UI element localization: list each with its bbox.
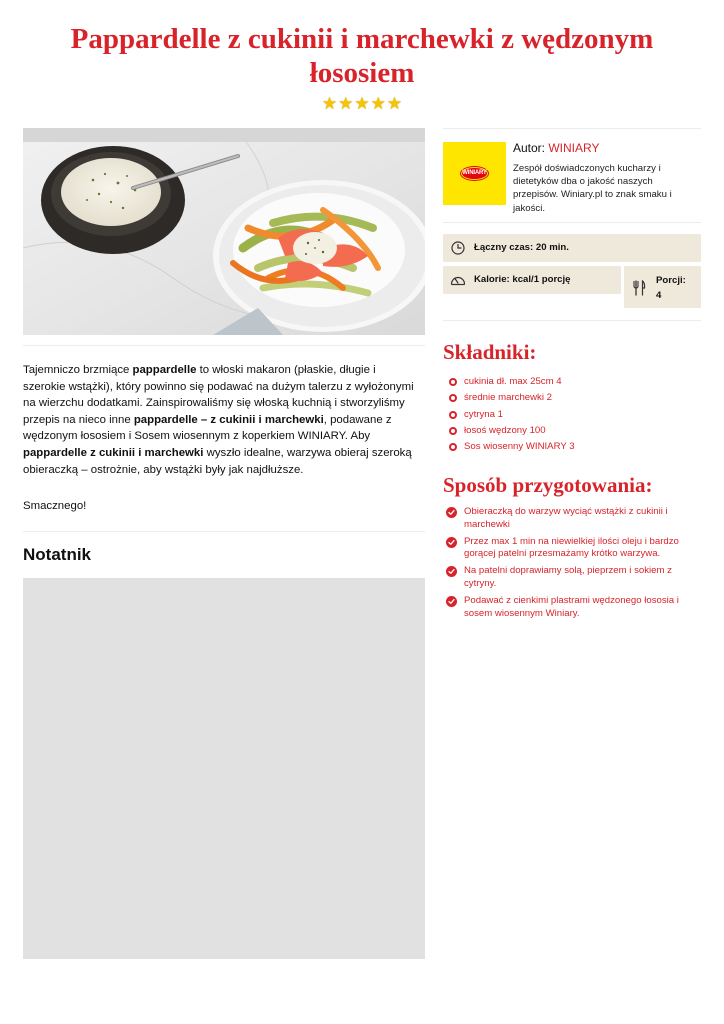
check-icon <box>446 596 457 607</box>
divider <box>23 531 425 532</box>
calories-text: Kalorie: kcal/1 porcję <box>474 274 571 285</box>
intro-bold: pappardelle – z cukinii i marchewki <box>133 413 324 426</box>
portions-box <box>624 266 701 308</box>
ingredient-text: cytryna 1 <box>464 408 503 420</box>
bullet-icon <box>449 427 457 435</box>
dish-photo-illustration <box>23 128 425 335</box>
list-item <box>449 423 575 439</box>
clock-icon <box>451 241 465 255</box>
check-icon <box>446 566 457 577</box>
star-icon[interactable]: ★ <box>354 94 370 113</box>
list-item <box>446 595 700 620</box>
portions-value: 4 <box>656 290 662 301</box>
list-item <box>446 536 700 561</box>
total-time-box <box>443 234 701 262</box>
notes-area[interactable] <box>23 578 425 959</box>
author-label-text: Autor: <box>513 141 549 155</box>
ingredients-list <box>449 374 575 455</box>
list-item <box>449 390 575 406</box>
cutlery-icon <box>632 280 646 296</box>
portions-label: Porcji: <box>656 275 686 286</box>
ingredient-text: cukinia dł. max 25cm 4 <box>464 376 562 387</box>
intro-bold: pappardelle <box>132 364 197 376</box>
step-text: Na patelni doprawiamy solą, pieprzem i sokiem z cytryny. <box>464 565 672 589</box>
author-logo[interactable] <box>443 142 506 205</box>
notes-title: Notatnik <box>23 545 91 564</box>
author-name-link[interactable]: WINIARY <box>548 141 600 155</box>
ingredient-text: łosoś wędzony 100 <box>464 424 546 436</box>
list-item <box>446 565 700 590</box>
list-item <box>446 506 700 531</box>
preparation-title: Sposób przygotowania: <box>443 473 653 497</box>
intro-text: , podawane z wędzonym łososiem i Sosem wiosennym z koperkiem WINIARY. Aby <box>23 413 392 443</box>
author-label <box>513 141 599 155</box>
divider <box>443 222 701 223</box>
preparation-steps <box>446 506 700 625</box>
recipe-intro <box>23 362 421 478</box>
bullet-icon <box>449 394 457 402</box>
ingredients-title: Składniki: <box>443 340 537 364</box>
intro-text: Tajemniczo brzmiące <box>23 364 133 376</box>
list-item <box>449 439 575 455</box>
bullet-icon <box>449 411 457 419</box>
list-item <box>449 407 575 423</box>
winiary-logo-icon: WINIARY <box>461 167 488 180</box>
divider <box>443 128 701 129</box>
star-icon[interactable]: ★ <box>321 94 338 113</box>
step-text: Obieraczką do warzyw wyciąć wstążki z cukinii i marchewki <box>464 506 668 530</box>
calories-box <box>443 266 621 294</box>
star-icon[interactable]: ★ <box>338 94 354 113</box>
ingredient-text: średnie marchewki 2 <box>464 392 552 404</box>
ingredient-text: Sos wiosenny WINIARY 3 <box>464 441 575 453</box>
intro-text: wyszło idealne, warzywa obieraj szeroką obieraczką – ostrożnie, aby wstążki były jak najdłuższe. <box>23 446 412 476</box>
divider <box>23 345 425 346</box>
check-icon <box>446 507 457 518</box>
intro-text: to włoski makaron (płaskie, długie i szerokie wstążki), który powinno się podawać na dużym talerzu z wyłożonymi na wierzchu dodatkami. Zainspirowaliśmy się włoską kuchnią i stworzyliśmy przepis na nieco inne <box>23 364 414 426</box>
check-icon <box>446 537 457 548</box>
recipe-photo <box>23 128 425 335</box>
list-item <box>449 374 575 390</box>
author-description: Zespół doświadczonych kucharzy i dietetyków dba o jakość naszych przepisów. Winiary.pl to znak smaku i jakości. <box>513 163 672 214</box>
intro-bold: pappardelle z cukinii i marchewki <box>23 446 204 459</box>
step-text: Podawać z cienkimi plastrami wędzonego łososia i sosem wiosennym Winiary. <box>464 595 679 619</box>
total-time-text: Łączny czas: 20 min. <box>474 242 569 253</box>
bullet-icon <box>449 443 457 451</box>
divider <box>443 320 701 321</box>
star-icon[interactable]: ★ <box>370 94 386 113</box>
gauge-icon <box>450 273 466 287</box>
rating-stars[interactable] <box>0 95 724 114</box>
bullet-icon <box>449 378 457 386</box>
step-text: Przez max 1 min na niewielkiej ilości oleju i bardzo gorącej patelni przesmażamy krótko warzywa. <box>464 535 679 560</box>
closing-text: Smacznego! <box>23 500 87 512</box>
star-icon[interactable]: ★ <box>386 94 403 113</box>
recipe-title: Pappardelle z cukinii i marchewki z wędzonym łososiem <box>70 23 654 89</box>
